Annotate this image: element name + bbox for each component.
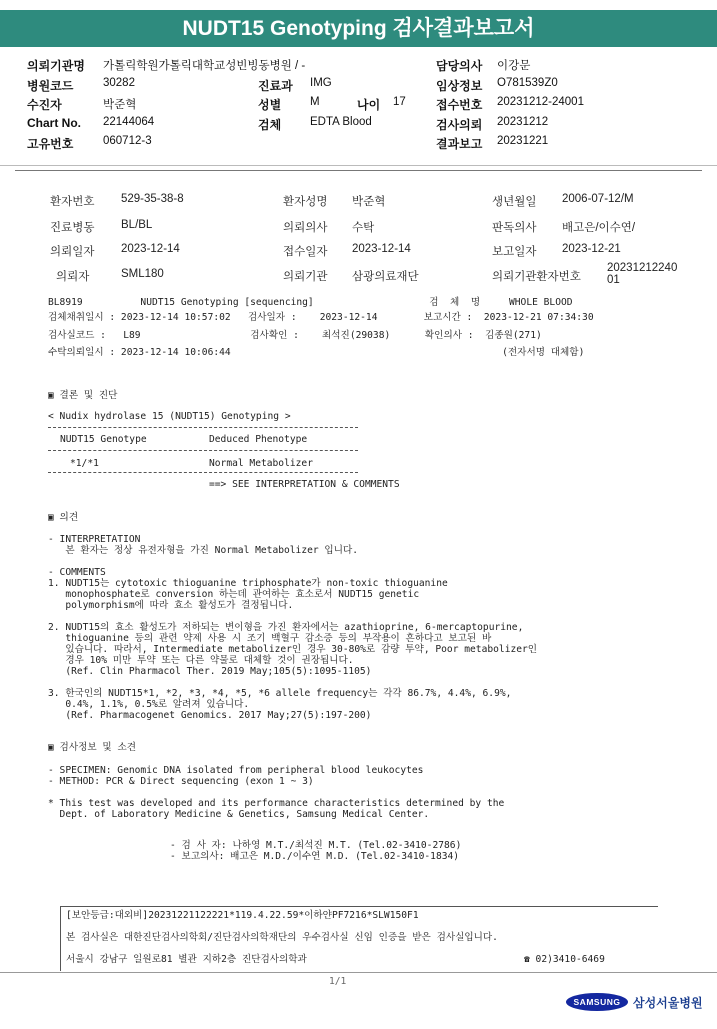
table-rule (48, 472, 358, 473)
samsung-logo-mark: SAMSUNG (566, 993, 628, 1011)
table-rule (48, 450, 358, 451)
report-label: 보고일자 (492, 246, 537, 258)
report-label: 환자번호 (50, 196, 95, 208)
report-value: 배고은/이수연/ (562, 222, 636, 234)
report-label: 의뢰기관 (283, 271, 328, 283)
opinion-text: - INTERPRETATION 본 환자는 정상 유전자형을 가진 Normal Metabolizer 입니다. - COMMENTS 1. NUDT15는 cytotoxic thioguanine triphosphate가 non-toxic thioguanine monophosphate로 conversion 하는데 관여하는 효소로서 NUDT15 genetic polymorphism에 따라 효소 활성도가 결정됩니다. 2. NUDT15의 효소 활성도가 저하되는 변이형을 가진 환자에서는 azathioprine, 6-mercaptopurine, thioguanine 등의 관련 약제 사용 시 조기 백혈구 감소증 등의 부작용이 흔하다고 보고된 바 있습니다. 따라서, Intermediate metabolizer인 경우 30-80%로 감량 투약, Poor metabolizer인 경우 10% 미만 투약 또는 다른 약물로 대체할 것이 권장됩니다. (Ref. Clin Pharmacol Ther. 2019 May;105(5):1095-1105) 3. 한국인의 NUDT15*1, *2, *3, *4, *5, *6 allele frequency는 각각 86.7%, 4.4%, 6.9%, 0.4%, 1.1%, 0.5%로 알려져 있습니다. (Ref. Pharmacogenet Genomics. 2017 May;27(5):197-200) (48, 534, 538, 721)
report-frame-top (15, 170, 702, 171)
hospital-name: 삼성서울병원 (633, 996, 703, 1010)
report-value: BL/BL (121, 219, 153, 231)
report-title: NUDT15 Genotyping 검사결과보고서 (0, 10, 717, 47)
report-value: 박준혁 (352, 196, 386, 208)
report-value: SML180 (121, 268, 164, 280)
result-heading: ▣ 결론 및 진단 (48, 390, 118, 401)
report-value: 2006-07-12/M (562, 193, 634, 205)
page-number: 1/1 (329, 976, 347, 987)
report-label: 의뢰기관환자번호 (492, 271, 581, 283)
phenotype-value: Normal Metabolizer (209, 458, 313, 469)
method-text: - SPECIMEN: Genomic DNA isolated from peripheral blood leukocytes - METHOD: PCR & Direct sequencing (exon 1 ~ 3) * This test was developed and its performance characteristics determined by the Dept. of Laboratory Medicine & Genetics, Samsung Medical Center. (48, 765, 505, 820)
footer-certification: 본 검사실은 대한진단검사의학회/진단검사의학재단의 우수검사실 신임 인증을 받은 검사실입니다. (66, 932, 498, 943)
report-label: 판독의사 (492, 222, 537, 234)
report-label: 접수일자 (283, 246, 328, 258)
report-value: 2023-12-14 (352, 243, 411, 255)
report-label: 환자성명 (283, 196, 328, 208)
samsung-hospital-logo (566, 993, 716, 1013)
test-info-line: 수탁의뢰일시 : 2023-12-14 10:06:44 (전자서명 대체함) (48, 347, 585, 358)
result-title: < Nudix hydrolase 15 (NUDT15) Genotyping > (48, 411, 291, 422)
report-value: 2023-12-21 (562, 243, 621, 255)
report-value: 삼광의료재단 (352, 271, 419, 283)
report-value: 529-35-38-8 (121, 193, 184, 205)
footer-divider (0, 972, 717, 973)
phenotype-header: Deduced Phenotype (209, 434, 308, 445)
report-label: 의뢰의사 (283, 222, 328, 234)
report-value: 2023121224001 (607, 262, 678, 286)
report-label: 의뢰일자 (50, 246, 95, 258)
see-note: ==> SEE INTERPRETATION & COMMENTS (209, 479, 400, 490)
table-rule (48, 427, 358, 428)
test-info-line: 검사실코드 : L89 검사확인 : 최석진(29038) 확인의사 : 김종원(271) (48, 330, 542, 341)
report-label: 생년월일 (492, 196, 537, 208)
method-heading: ▣ 검사정보 및 소견 (48, 742, 136, 753)
genotype-value: *1/*1 (70, 458, 99, 469)
opinion-heading: ▣ 의견 (48, 512, 79, 523)
test-info-block: BL8919 NUDT15 Genotyping [sequencing] 검 체 명 WHOLE BLOOD (48, 297, 573, 308)
genotype-header: NUDT15 Genotype (60, 434, 147, 445)
report-label: 의뢰자 (56, 271, 90, 283)
report-value: 수탁 (352, 222, 375, 234)
footer-phone: ☎ 02)3410-6469 (524, 954, 605, 965)
footer-address: 서울시 강남구 일원로81 별관 지하2층 진단검사의학과 (66, 954, 307, 965)
footer-security: [보안등급:대외비]20231221122221*119.4.22.59*이하얀PF7216*SLW150F1 (66, 910, 419, 921)
signers-text: - 검 사 자: 나하영 M.T./최석진 M.T. (Tel.02-3410-2786) - 보고의사: 배고은 M.D./이수연 M.D. (Tel.02-3410-1834) (170, 840, 462, 862)
report-value: 2023-12-14 (121, 243, 180, 255)
test-info-line: 검체채취일시 : 2023-12-14 10:57:02 검사일자 : 2023-12-14 보고시간 : 2023-12-21 07:34:30 (48, 312, 594, 323)
header-divider (0, 165, 717, 166)
report-label: 진료병동 (50, 222, 95, 234)
